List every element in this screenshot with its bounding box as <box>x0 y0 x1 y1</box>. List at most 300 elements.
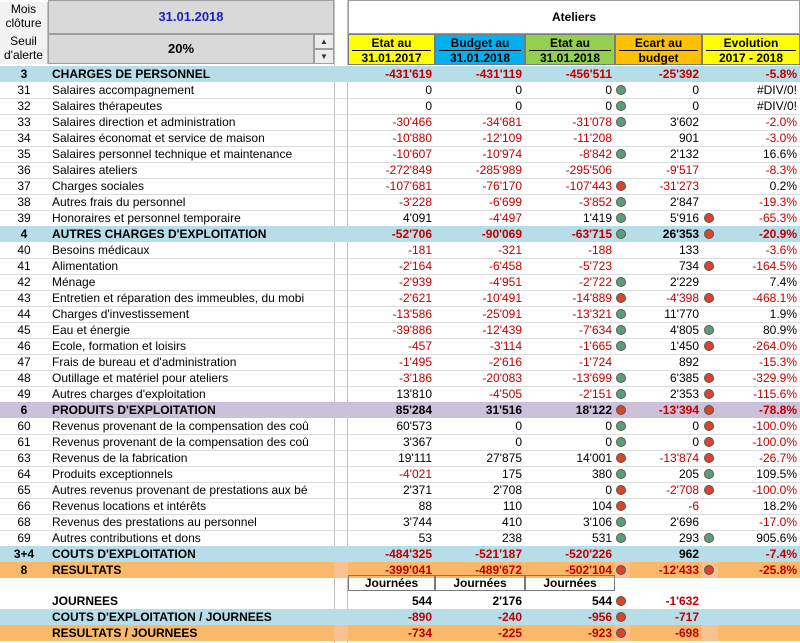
account-label-cell[interactable]: Charges d'investissement <box>52 307 190 321</box>
account-number-cell[interactable] <box>0 625 48 641</box>
table-row[interactable] <box>0 546 800 562</box>
table-row[interactable] <box>0 162 800 179</box>
ecart-budget-cell[interactable]: 11'770 <box>664 307 699 321</box>
budget-2018-cell[interactable]: 2'708 <box>493 483 522 497</box>
evolution-cell[interactable]: #DIV/0! <box>756 99 797 113</box>
table-row[interactable] <box>0 402 800 418</box>
indicator-cell <box>614 130 630 146</box>
account-label-cell[interactable]: Autres revenus provenant de prestations aux bé <box>52 483 308 497</box>
account-label-cell[interactable]: Salaires ateliers <box>52 163 138 177</box>
indicator-cell <box>702 562 718 578</box>
budget-2018-cell[interactable]: -90'069 <box>481 227 522 241</box>
etat-2018-cell[interactable]: -295'506 <box>565 163 612 177</box>
etat-2017-cell[interactable]: -30'466 <box>392 115 432 129</box>
ecart-budget-cell[interactable]: 293 <box>678 531 699 545</box>
ecart-budget-cell[interactable]: -25'392 <box>658 67 699 81</box>
evolution-cell[interactable] <box>718 609 800 625</box>
account-number-cell[interactable]: 35 <box>17 147 31 161</box>
evolution-cell[interactable]: -3.0% <box>765 131 797 145</box>
etat-2018-cell[interactable]: -7'634 <box>579 323 612 337</box>
evolution-cell[interactable]: -78.8% <box>758 403 797 417</box>
etat-2018-cell[interactable]: -107'443 <box>565 179 612 193</box>
etat-2017-cell[interactable]: -457 <box>407 339 432 353</box>
account-number-cell[interactable]: 46 <box>17 339 31 353</box>
etat-2017-cell[interactable]: -484'325 <box>385 547 432 561</box>
account-number-cell[interactable]: 60 <box>17 419 31 433</box>
ecart-budget-cell[interactable]: 6'385 <box>670 371 699 385</box>
budget-2018-cell[interactable]: -3'114 <box>489 339 522 353</box>
red-status-dot-icon <box>704 293 714 303</box>
evolution-cell[interactable]: -3.6% <box>765 243 797 257</box>
table-row[interactable] <box>0 114 800 131</box>
account-label-cell[interactable]: Besoins médicaux <box>52 243 150 257</box>
evolution-cell[interactable] <box>718 625 800 641</box>
budget-2018-cell[interactable]: -321 <box>497 243 522 257</box>
table-row[interactable] <box>0 450 800 467</box>
table-row[interactable] <box>0 322 800 339</box>
account-number-cell[interactable]: 36 <box>17 163 31 177</box>
table-row[interactable] <box>0 258 800 275</box>
account-label-cell[interactable]: COUTS D'EXPLOITATION / JOURNEES <box>52 610 272 624</box>
etat-2017-cell[interactable]: -3'228 <box>399 195 432 209</box>
ecart-budget-cell[interactable]: 2'353 <box>670 387 699 401</box>
etat-2017-cell[interactable]: 544 <box>411 594 432 608</box>
account-number-cell[interactable]: 39 <box>17 211 31 225</box>
etat-2018-cell[interactable]: -13'321 <box>572 307 612 321</box>
etat-2017-cell[interactable]: -52'706 <box>391 227 432 241</box>
table-row[interactable] <box>0 82 800 99</box>
ecart-budget-cell[interactable]: 4'805 <box>670 323 699 337</box>
etat-2018-cell[interactable]: 3'106 <box>583 515 612 529</box>
etat-2017-cell[interactable]: 0 <box>425 83 432 97</box>
etat-2018-cell[interactable]: -31'078 <box>572 115 612 129</box>
etat-2017-cell[interactable]: 53 <box>418 531 432 545</box>
table-row[interactable] <box>0 290 800 307</box>
ecart-budget-cell[interactable]: 901 <box>678 131 699 145</box>
indicator-cell <box>702 354 718 370</box>
ecart-budget-cell[interactable]: 2'847 <box>670 195 699 209</box>
table-row[interactable] <box>0 66 800 82</box>
etat-2018-cell[interactable]: 14'001 <box>576 451 612 465</box>
budget-2018-cell[interactable]: 0 <box>515 99 522 113</box>
etat-2018-cell[interactable]: -63'715 <box>571 227 612 241</box>
evolution-cell[interactable]: -20.9% <box>758 227 797 241</box>
budget-2018-cell[interactable]: -76'170 <box>482 179 522 193</box>
account-number-cell[interactable]: 64 <box>17 467 31 481</box>
spin-down-icon[interactable]: ▼ <box>314 49 334 64</box>
ecart-budget-cell[interactable]: 734 <box>678 259 699 273</box>
indicator-cell <box>614 609 630 625</box>
account-number-cell[interactable]: 66 <box>17 499 31 513</box>
evolution-cell[interactable]: -19.3% <box>758 195 797 209</box>
account-number-cell[interactable]: 3+4 <box>13 547 35 561</box>
account-label-cell[interactable]: COUTS D'EXPLOITATION <box>52 547 196 561</box>
table-row[interactable] <box>0 482 800 499</box>
account-number-cell[interactable]: 37 <box>17 179 31 193</box>
indicator-cell <box>702 66 718 82</box>
account-label-cell[interactable]: RESULTATS / JOURNEES <box>48 625 334 641</box>
account-label-cell[interactable]: Autres contributions et dons <box>52 531 201 545</box>
evolution-cell[interactable]: -8.3% <box>765 163 797 177</box>
account-number-cell[interactable]: 48 <box>17 371 31 385</box>
ecart-budget-cell[interactable]: -9'517 <box>666 163 699 177</box>
account-label-cell[interactable]: Revenus de la fabrication <box>52 451 188 465</box>
budget-2018-cell[interactable]: -521'187 <box>475 547 522 561</box>
account-number-cell[interactable]: 31 <box>17 83 31 97</box>
ecart-budget-cell[interactable]: -13'874 <box>659 451 699 465</box>
account-number-cell[interactable]: 33 <box>17 115 31 129</box>
account-label-cell[interactable]: Salaires thérapeutes <box>52 99 163 113</box>
etat-2018-cell[interactable]: 0 <box>605 419 612 433</box>
etat-2017-cell[interactable]: 3'744 <box>403 515 432 529</box>
closing-date-cell[interactable]: 31.01.2018 <box>48 0 334 34</box>
etat-2017-cell[interactable]: -3'186 <box>399 371 432 385</box>
etat-2018-cell[interactable]: -3'852 <box>579 195 612 209</box>
evolution-cell[interactable]: -65.3% <box>758 211 797 225</box>
ecart-budget-cell[interactable]: 26'353 <box>662 227 699 241</box>
account-number-cell[interactable]: 63 <box>17 451 31 465</box>
account-label-cell[interactable]: Autres frais du personnel <box>52 195 186 209</box>
budget-2018-cell[interactable]: 238 <box>501 531 522 545</box>
alert-threshold-cell[interactable]: 20% <box>48 34 314 64</box>
evolution-cell[interactable]: 1.9% <box>769 307 797 321</box>
evolution-cell[interactable]: -164.5% <box>752 259 797 273</box>
evolution-cell[interactable]: -2.0% <box>765 115 797 129</box>
table-row[interactable] <box>0 242 800 259</box>
account-label-cell[interactable]: CHARGES DE PERSONNEL <box>52 67 211 81</box>
evolution-cell[interactable]: -25.8% <box>718 562 800 578</box>
budget-2018-cell[interactable]: -34'681 <box>482 115 522 129</box>
evolution-cell[interactable]: -5.8% <box>765 67 797 81</box>
spin-up-icon[interactable]: ▲ <box>314 34 334 49</box>
etat-2017-cell[interactable]: -1'495 <box>399 355 432 369</box>
ecart-budget-cell[interactable]: 2'229 <box>670 275 699 289</box>
etat-2018-cell[interactable]: -520'226 <box>565 547 612 561</box>
budget-2018-cell[interactable]: -285'989 <box>475 163 522 177</box>
evolution-cell[interactable]: 18.2% <box>762 499 797 513</box>
etat-2017-cell[interactable]: -10'607 <box>392 147 432 161</box>
account-label-cell[interactable]: Produits exceptionnels <box>52 467 173 481</box>
budget-2018-cell[interactable]: -4'497 <box>489 211 522 225</box>
ecart-budget-cell[interactable]: -6 <box>688 499 699 513</box>
table-row[interactable] <box>0 530 800 547</box>
budget-2018-cell[interactable]: 0 <box>515 419 522 433</box>
table-row[interactable] <box>0 274 800 291</box>
evolution-cell[interactable]: -26.7% <box>758 451 797 465</box>
budget-2018-cell[interactable]: -225 <box>435 625 525 641</box>
etat-2018-cell[interactable]: -456'511 <box>565 67 612 81</box>
evolution-cell[interactable]: 16.6% <box>762 147 797 161</box>
etat-2017-cell[interactable]: -39'886 <box>392 323 432 337</box>
account-number-cell[interactable]: 69 <box>17 531 31 545</box>
table-row[interactable] <box>0 434 800 451</box>
evolution-cell[interactable]: -100.0% <box>752 419 797 433</box>
etat-2017-cell[interactable]: 4'091 <box>403 211 432 225</box>
etat-2018-cell[interactable]: 0 <box>605 83 612 97</box>
etat-2017-cell[interactable]: -2'939 <box>399 275 432 289</box>
account-number-cell[interactable]: 61 <box>17 435 31 449</box>
evolution-cell[interactable]: -264.0% <box>752 339 797 353</box>
ecart-budget-cell[interactable]: -698 <box>630 625 702 641</box>
table-row[interactable] <box>0 194 800 211</box>
budget-2018-cell[interactable]: -4'505 <box>489 387 522 401</box>
ecart-budget-cell[interactable]: 0 <box>692 435 699 449</box>
etat-2018-cell[interactable]: 104 <box>591 499 612 513</box>
red-status-dot-icon <box>616 596 626 606</box>
ecart-budget-cell[interactable]: 205 <box>678 467 699 481</box>
account-label-cell[interactable]: Entretien et réparation des immeubles, du mobi <box>52 291 305 305</box>
table-row[interactable] <box>0 338 800 355</box>
etat-2018-cell[interactable]: -2'151 <box>579 387 612 401</box>
ecart-budget-cell[interactable]: -1'632 <box>665 594 699 608</box>
account-number-cell[interactable]: 42 <box>17 275 31 289</box>
etat-2018-cell[interactable]: 0 <box>605 99 612 113</box>
indicator-cell <box>614 546 630 562</box>
etat-2017-cell[interactable]: -2'164 <box>399 259 432 273</box>
table-row[interactable] <box>0 130 800 147</box>
ecart-budget-cell[interactable]: 0 <box>692 83 699 97</box>
table-row[interactable] <box>0 498 800 515</box>
account-number-cell[interactable]: 4 <box>20 227 28 241</box>
account-label-cell[interactable]: Charges sociales <box>52 179 145 193</box>
evolution-cell[interactable]: 80.9% <box>762 323 797 337</box>
table-row[interactable] <box>0 210 800 227</box>
table-row[interactable] <box>0 370 800 387</box>
budget-2018-cell[interactable]: -489'672 <box>435 562 525 578</box>
ecart-budget-cell[interactable]: 5'916 <box>670 211 699 225</box>
evolution-cell[interactable]: -17.0% <box>758 515 797 529</box>
table-row[interactable] <box>0 354 800 371</box>
account-label-cell[interactable]: Revenus provenant de la compensation des coû <box>52 435 309 449</box>
etat-2018-cell[interactable]: -1'665 <box>579 339 612 353</box>
etat-2017-cell[interactable]: -107'681 <box>385 179 432 193</box>
budget-2018-cell[interactable]: -25'091 <box>482 307 522 321</box>
budget-2018-cell[interactable]: 0 <box>515 83 522 97</box>
ecart-budget-cell[interactable]: -717 <box>674 610 699 624</box>
evolution-cell[interactable]: 109.5% <box>756 467 797 481</box>
evolution-cell[interactable]: 905.6% <box>756 531 797 545</box>
account-number-cell[interactable]: 34 <box>17 131 31 145</box>
budget-2018-cell[interactable]: -6'458 <box>489 259 522 273</box>
account-label-cell[interactable]: Salaires personnel technique et maintenance <box>52 147 293 161</box>
etat-2017-cell[interactable]: -13'586 <box>392 307 432 321</box>
account-label-cell[interactable]: AUTRES CHARGES D'EXPLOITATION <box>52 227 267 241</box>
account-number-cell[interactable]: 8 <box>0 562 48 578</box>
etat-2018-cell[interactable]: -5'723 <box>579 259 612 273</box>
account-label-cell[interactable]: Alimentation <box>52 259 119 273</box>
account-number-cell[interactable]: 44 <box>17 307 31 321</box>
budget-2018-cell[interactable]: -2'616 <box>489 355 522 369</box>
account-number-cell[interactable] <box>0 593 48 609</box>
evolution-cell[interactable] <box>718 593 800 609</box>
account-label-cell[interactable]: JOURNEES <box>52 594 119 608</box>
account-label-cell[interactable]: RESULTATS <box>48 562 334 578</box>
etat-2018-cell[interactable]: -188 <box>587 243 612 257</box>
ecart-budget-cell[interactable]: 133 <box>678 243 699 257</box>
ecart-budget-cell[interactable]: 1'450 <box>670 339 699 353</box>
etat-2017-cell[interactable]: -399'041 <box>348 562 435 578</box>
account-number-cell[interactable]: 41 <box>17 259 31 273</box>
table-row[interactable] <box>0 514 800 531</box>
ecart-budget-cell[interactable]: 2'696 <box>670 515 699 529</box>
etat-2017-cell[interactable]: -890 <box>407 610 432 624</box>
budget-2018-cell[interactable]: -240 <box>497 610 522 624</box>
account-label-cell[interactable]: PRODUITS D'EXPLOITATION <box>52 403 216 417</box>
indicator-cell <box>614 162 630 178</box>
ecart-budget-cell[interactable]: 892 <box>678 355 699 369</box>
evolution-cell[interactable]: 7.4% <box>769 275 797 289</box>
account-label-cell[interactable]: Revenus provenant de la compensation des coû <box>52 419 309 433</box>
budget-2018-cell[interactable]: 0 <box>515 435 522 449</box>
evolution-cell[interactable]: -15.3% <box>758 355 797 369</box>
ecart-budget-cell[interactable]: 3'602 <box>670 115 699 129</box>
etat-2018-cell[interactable]: -923 <box>525 625 615 641</box>
evolution-cell[interactable]: -7.4% <box>765 547 797 561</box>
indicator-cell <box>614 562 630 578</box>
etat-2018-cell[interactable]: 1'419 <box>583 211 612 225</box>
account-label-cell[interactable]: Frais de bureau et d'administration <box>52 355 237 369</box>
account-number-cell[interactable]: 3 <box>20 67 28 81</box>
indicator-cell <box>702 98 718 114</box>
account-label-cell[interactable]: Salaires accompagnement <box>52 83 195 97</box>
budget-2018-cell[interactable]: 175 <box>501 467 522 481</box>
etat-2017-cell[interactable]: 85'284 <box>395 403 432 417</box>
account-label-cell[interactable]: Salaires direction et administration <box>52 115 236 129</box>
account-number-cell[interactable]: 40 <box>17 243 31 257</box>
table-row[interactable] <box>0 98 800 115</box>
ecart-budget-cell[interactable]: 0 <box>692 419 699 433</box>
ecart-budget-cell[interactable]: 0 <box>692 99 699 113</box>
budget-2018-cell[interactable]: -12'439 <box>482 323 522 337</box>
etat-2017-cell[interactable]: -10'880 <box>392 131 432 145</box>
etat-2018-cell[interactable]: 380 <box>591 467 612 481</box>
account-number-cell[interactable]: 38 <box>17 195 31 209</box>
account-number-cell[interactable] <box>0 609 48 625</box>
account-label-cell[interactable]: Eau et énergie <box>52 323 131 337</box>
account-label-cell[interactable]: Ecole, formation et loisirs <box>52 339 187 353</box>
ecart-budget-cell[interactable]: -13'394 <box>658 403 699 417</box>
ecart-budget-cell[interactable]: 962 <box>678 547 699 561</box>
evolution-cell[interactable]: #DIV/0! <box>756 83 797 97</box>
evolution-cell[interactable]: -100.0% <box>752 435 797 449</box>
account-number-cell[interactable]: 45 <box>17 323 31 337</box>
etat-2018-cell[interactable]: -502'104 <box>525 562 615 578</box>
etat-2018-cell[interactable]: 544 <box>591 594 612 608</box>
etat-2018-cell[interactable]: -2'722 <box>579 275 612 289</box>
table-row[interactable] <box>0 466 800 483</box>
budget-2018-cell[interactable]: 410 <box>501 515 522 529</box>
evolution-cell[interactable]: -115.6% <box>753 387 797 401</box>
etat-2018-cell[interactable]: 0 <box>605 435 612 449</box>
etat-2017-cell[interactable]: 19'111 <box>398 451 432 465</box>
etat-2017-cell[interactable]: 2'371 <box>403 483 432 497</box>
table-row[interactable] <box>0 146 800 163</box>
etat-2018-cell[interactable]: -11'208 <box>573 131 612 145</box>
table-row[interactable] <box>0 226 800 242</box>
table-row[interactable] <box>0 593 800 609</box>
budget-2018-cell[interactable]: -4'951 <box>489 275 522 289</box>
budget-2018-cell[interactable]: -12'109 <box>482 131 522 145</box>
account-label-cell[interactable]: Autres charges d'exploitation <box>52 387 206 401</box>
red-status-dot-icon <box>704 389 714 399</box>
ecart-budget-cell[interactable]: -31'273 <box>659 179 699 193</box>
table-row[interactable] <box>0 306 800 323</box>
evolution-cell[interactable]: -468.1% <box>752 291 797 305</box>
etat-2017-cell[interactable]: 0 <box>425 99 432 113</box>
table-row[interactable] <box>0 386 800 403</box>
etat-2017-cell[interactable]: 60'573 <box>396 419 432 433</box>
account-label-cell[interactable]: Revenus des prestations au personnel <box>52 515 257 529</box>
table-row[interactable] <box>0 418 800 435</box>
evolution-cell[interactable]: 0.2% <box>769 179 797 193</box>
account-number-cell[interactable]: 47 <box>17 355 31 369</box>
etat-2017-cell[interactable]: -272'849 <box>385 163 432 177</box>
ecart-budget-cell[interactable]: -2'708 <box>666 483 699 497</box>
etat-2018-cell[interactable]: 0 <box>605 483 612 497</box>
etat-2017-cell[interactable]: 88 <box>418 499 432 513</box>
column-header-line1: Etat au <box>371 36 412 50</box>
account-label-cell[interactable]: Outillage et matériel pour ateliers <box>52 371 229 385</box>
budget-2018-cell[interactable]: -6'699 <box>489 195 522 209</box>
etat-2018-cell[interactable]: 18'122 <box>575 403 612 417</box>
indicator-cell <box>614 434 630 450</box>
account-number-cell[interactable]: 49 <box>17 387 31 401</box>
etat-2017-cell[interactable]: -4'021 <box>399 467 432 481</box>
evolution-cell[interactable]: -100.0% <box>752 483 797 497</box>
table-row[interactable] <box>0 625 800 641</box>
budget-2018-cell[interactable]: 27'875 <box>486 451 522 465</box>
etat-2018-cell[interactable]: -14'889 <box>572 291 612 305</box>
budget-2018-cell[interactable]: -20'083 <box>482 371 522 385</box>
etat-2017-cell[interactable]: -181 <box>407 243 432 257</box>
etat-2018-cell[interactable]: -8'842 <box>579 147 612 161</box>
indicator-cell <box>614 530 630 546</box>
ecart-budget-cell[interactable]: -12'433 <box>630 562 702 578</box>
table-row[interactable] <box>0 609 800 625</box>
indicator-cell <box>614 498 630 514</box>
account-label-cell[interactable]: Ménage <box>52 275 96 289</box>
journees-column-header: Journées <box>525 575 615 591</box>
etat-2018-cell[interactable]: -13'699 <box>572 371 612 385</box>
budget-2018-cell[interactable]: 2'176 <box>492 594 522 608</box>
account-label-cell[interactable]: Salaires économat et service de maison <box>52 131 265 145</box>
account-number-cell[interactable]: 65 <box>17 483 31 497</box>
account-label-cell[interactable]: Revenus locations et intérêts <box>52 499 207 513</box>
budget-2018-cell[interactable]: -431'119 <box>475 67 522 81</box>
etat-2018-cell[interactable]: -956 <box>587 610 612 624</box>
account-number-cell[interactable]: 68 <box>17 515 31 529</box>
evolution-cell[interactable]: -329.9% <box>752 371 797 385</box>
account-number-cell[interactable]: 6 <box>20 403 28 417</box>
account-label-cell[interactable]: Honoraires et personnel temporaire <box>52 211 241 225</box>
etat-2017-cell[interactable]: -734 <box>348 625 435 641</box>
etat-2017-cell[interactable]: 13'810 <box>396 387 432 401</box>
account-number-cell[interactable]: 43 <box>17 291 31 305</box>
etat-2018-cell[interactable]: -1'724 <box>579 355 612 369</box>
account-number-cell[interactable]: 32 <box>17 99 31 113</box>
budget-2018-cell[interactable]: -10'974 <box>482 147 522 161</box>
etat-2017-cell[interactable]: -431'619 <box>385 67 432 81</box>
ecart-budget-cell[interactable]: -4'398 <box>666 291 699 305</box>
budget-2018-cell[interactable]: 31'516 <box>485 403 522 417</box>
budget-2018-cell[interactable]: -10'491 <box>482 291 522 305</box>
table-row[interactable] <box>0 178 800 195</box>
etat-2017-cell[interactable]: -2'621 <box>399 291 432 305</box>
etat-2017-cell[interactable]: 3'367 <box>403 435 432 449</box>
budget-2018-cell[interactable]: 110 <box>502 499 522 513</box>
etat-2018-cell[interactable]: 531 <box>591 531 612 545</box>
ecart-budget-cell[interactable]: 2'132 <box>670 147 699 161</box>
